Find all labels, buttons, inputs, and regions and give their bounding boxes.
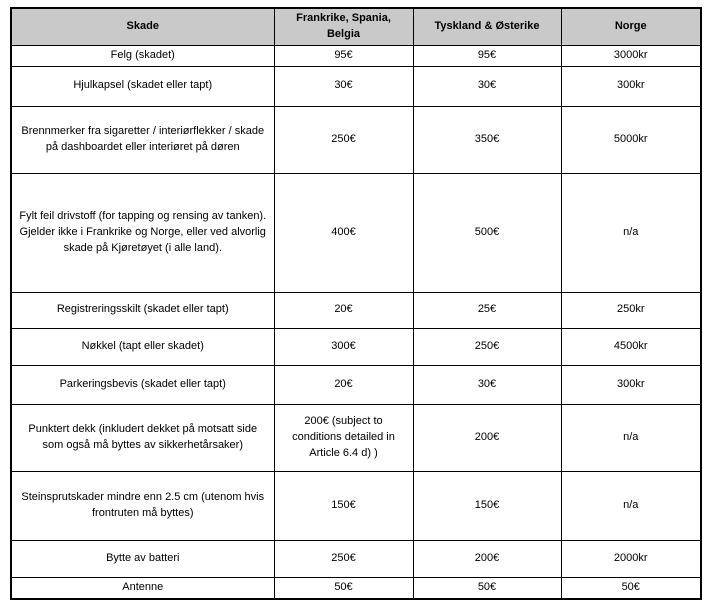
damage-cell: Nøkkel (tapt eller skadet) — [11, 328, 274, 365]
damage-cell: Brennmerker fra sigaretter / interiørflekker / skade på dashboardet eller interiøret på døren — [11, 106, 274, 173]
price-cell-frankrike-spania-belgia: 95€ — [274, 45, 413, 66]
price-cell-frankrike-spania-belgia: 250€ — [274, 540, 413, 577]
price-cell-frankrike-spania-belgia: 20€ — [274, 292, 413, 328]
damage-cell: Bytte av batteri — [11, 540, 274, 577]
table-row — [11, 328, 701, 365]
price-cell-frankrike-spania-belgia: 20€ — [274, 365, 413, 404]
table-row — [11, 471, 701, 540]
column-header-tyskland-osterike: Tyskland & Østerike — [413, 8, 561, 45]
price-cell-tyskland-osterike: 30€ — [413, 365, 561, 404]
price-cell-tyskland-osterike: 150€ — [413, 471, 561, 540]
column-header-norge: Norge — [561, 8, 701, 45]
table-header-row — [11, 8, 701, 45]
price-cell-norge: 4500kr — [561, 328, 701, 365]
price-cell-tyskland-osterike: 25€ — [413, 292, 561, 328]
column-header-skade: Skade — [11, 8, 274, 45]
price-cell-norge: n/a — [561, 173, 701, 292]
price-cell-frankrike-spania-belgia: 250€ — [274, 106, 413, 173]
damage-cell: Felg (skadet) — [11, 45, 274, 66]
damage-cell: Hjulkapsel (skadet eller tapt) — [11, 66, 274, 106]
column-header-frankrike-spania-belgia: Frankrike, Spania, Belgia — [274, 8, 413, 45]
table-row — [11, 66, 701, 106]
price-cell-frankrike-spania-belgia: 400€ — [274, 173, 413, 292]
price-cell-tyskland-osterike: 200€ — [413, 540, 561, 577]
table-row — [11, 292, 701, 328]
damage-cell: Fylt feil drivstoff (for tapping og rensing av tanken). Gjelder ikke i Frankrike og Norge, eller ved alvorlig skade på Kjøretøyet (i alle land). — [11, 173, 274, 292]
table-row — [11, 577, 701, 598]
table-row — [11, 365, 701, 404]
table-row — [11, 45, 701, 66]
price-cell-norge: 50€ — [561, 577, 701, 598]
damage-cell: Antenne — [11, 577, 274, 598]
price-cell-tyskland-osterike: 50€ — [413, 577, 561, 598]
price-cell-tyskland-osterike: 350€ — [413, 106, 561, 173]
table-row — [11, 173, 701, 292]
price-cell-frankrike-spania-belgia: 150€ — [274, 471, 413, 540]
price-cell-frankrike-spania-belgia: 300€ — [274, 328, 413, 365]
price-cell-frankrike-spania-belgia: 50€ — [274, 577, 413, 598]
table-row — [11, 106, 701, 173]
price-cell-frankrike-spania-belgia: 200€ (subject to conditions detailed in Article 6.4 d) ) — [274, 404, 413, 471]
price-cell-tyskland-osterike: 200€ — [413, 404, 561, 471]
damage-cell: Registreringsskilt (skadet eller tapt) — [11, 292, 274, 328]
price-cell-norge: 5000kr — [561, 106, 701, 173]
damage-price-table — [10, 7, 702, 600]
price-cell-norge: 300kr — [561, 365, 701, 404]
price-cell-norge: 3000kr — [561, 45, 701, 66]
damage-cell: Punktert dekk (inkludert dekket på motsatt side som også må byttes av sikkerhetårsaker) — [11, 404, 274, 471]
price-cell-frankrike-spania-belgia: 30€ — [274, 66, 413, 106]
damage-cell: Steinsprutskader mindre enn 2.5 cm (utenom hvis frontruten må byttes) — [11, 471, 274, 540]
price-cell-norge: 300kr — [561, 66, 701, 106]
price-cell-norge: n/a — [561, 471, 701, 540]
price-cell-tyskland-osterike: 30€ — [413, 66, 561, 106]
price-cell-norge: 2000kr — [561, 540, 701, 577]
price-cell-tyskland-osterike: 95€ — [413, 45, 561, 66]
damage-cell: Parkeringsbevis (skadet eller tapt) — [11, 365, 274, 404]
table-row — [11, 404, 701, 471]
price-cell-tyskland-osterike: 250€ — [413, 328, 561, 365]
price-cell-norge: n/a — [561, 404, 701, 471]
price-cell-norge: 250kr — [561, 292, 701, 328]
price-cell-tyskland-osterike: 500€ — [413, 173, 561, 292]
table-row — [11, 540, 701, 577]
